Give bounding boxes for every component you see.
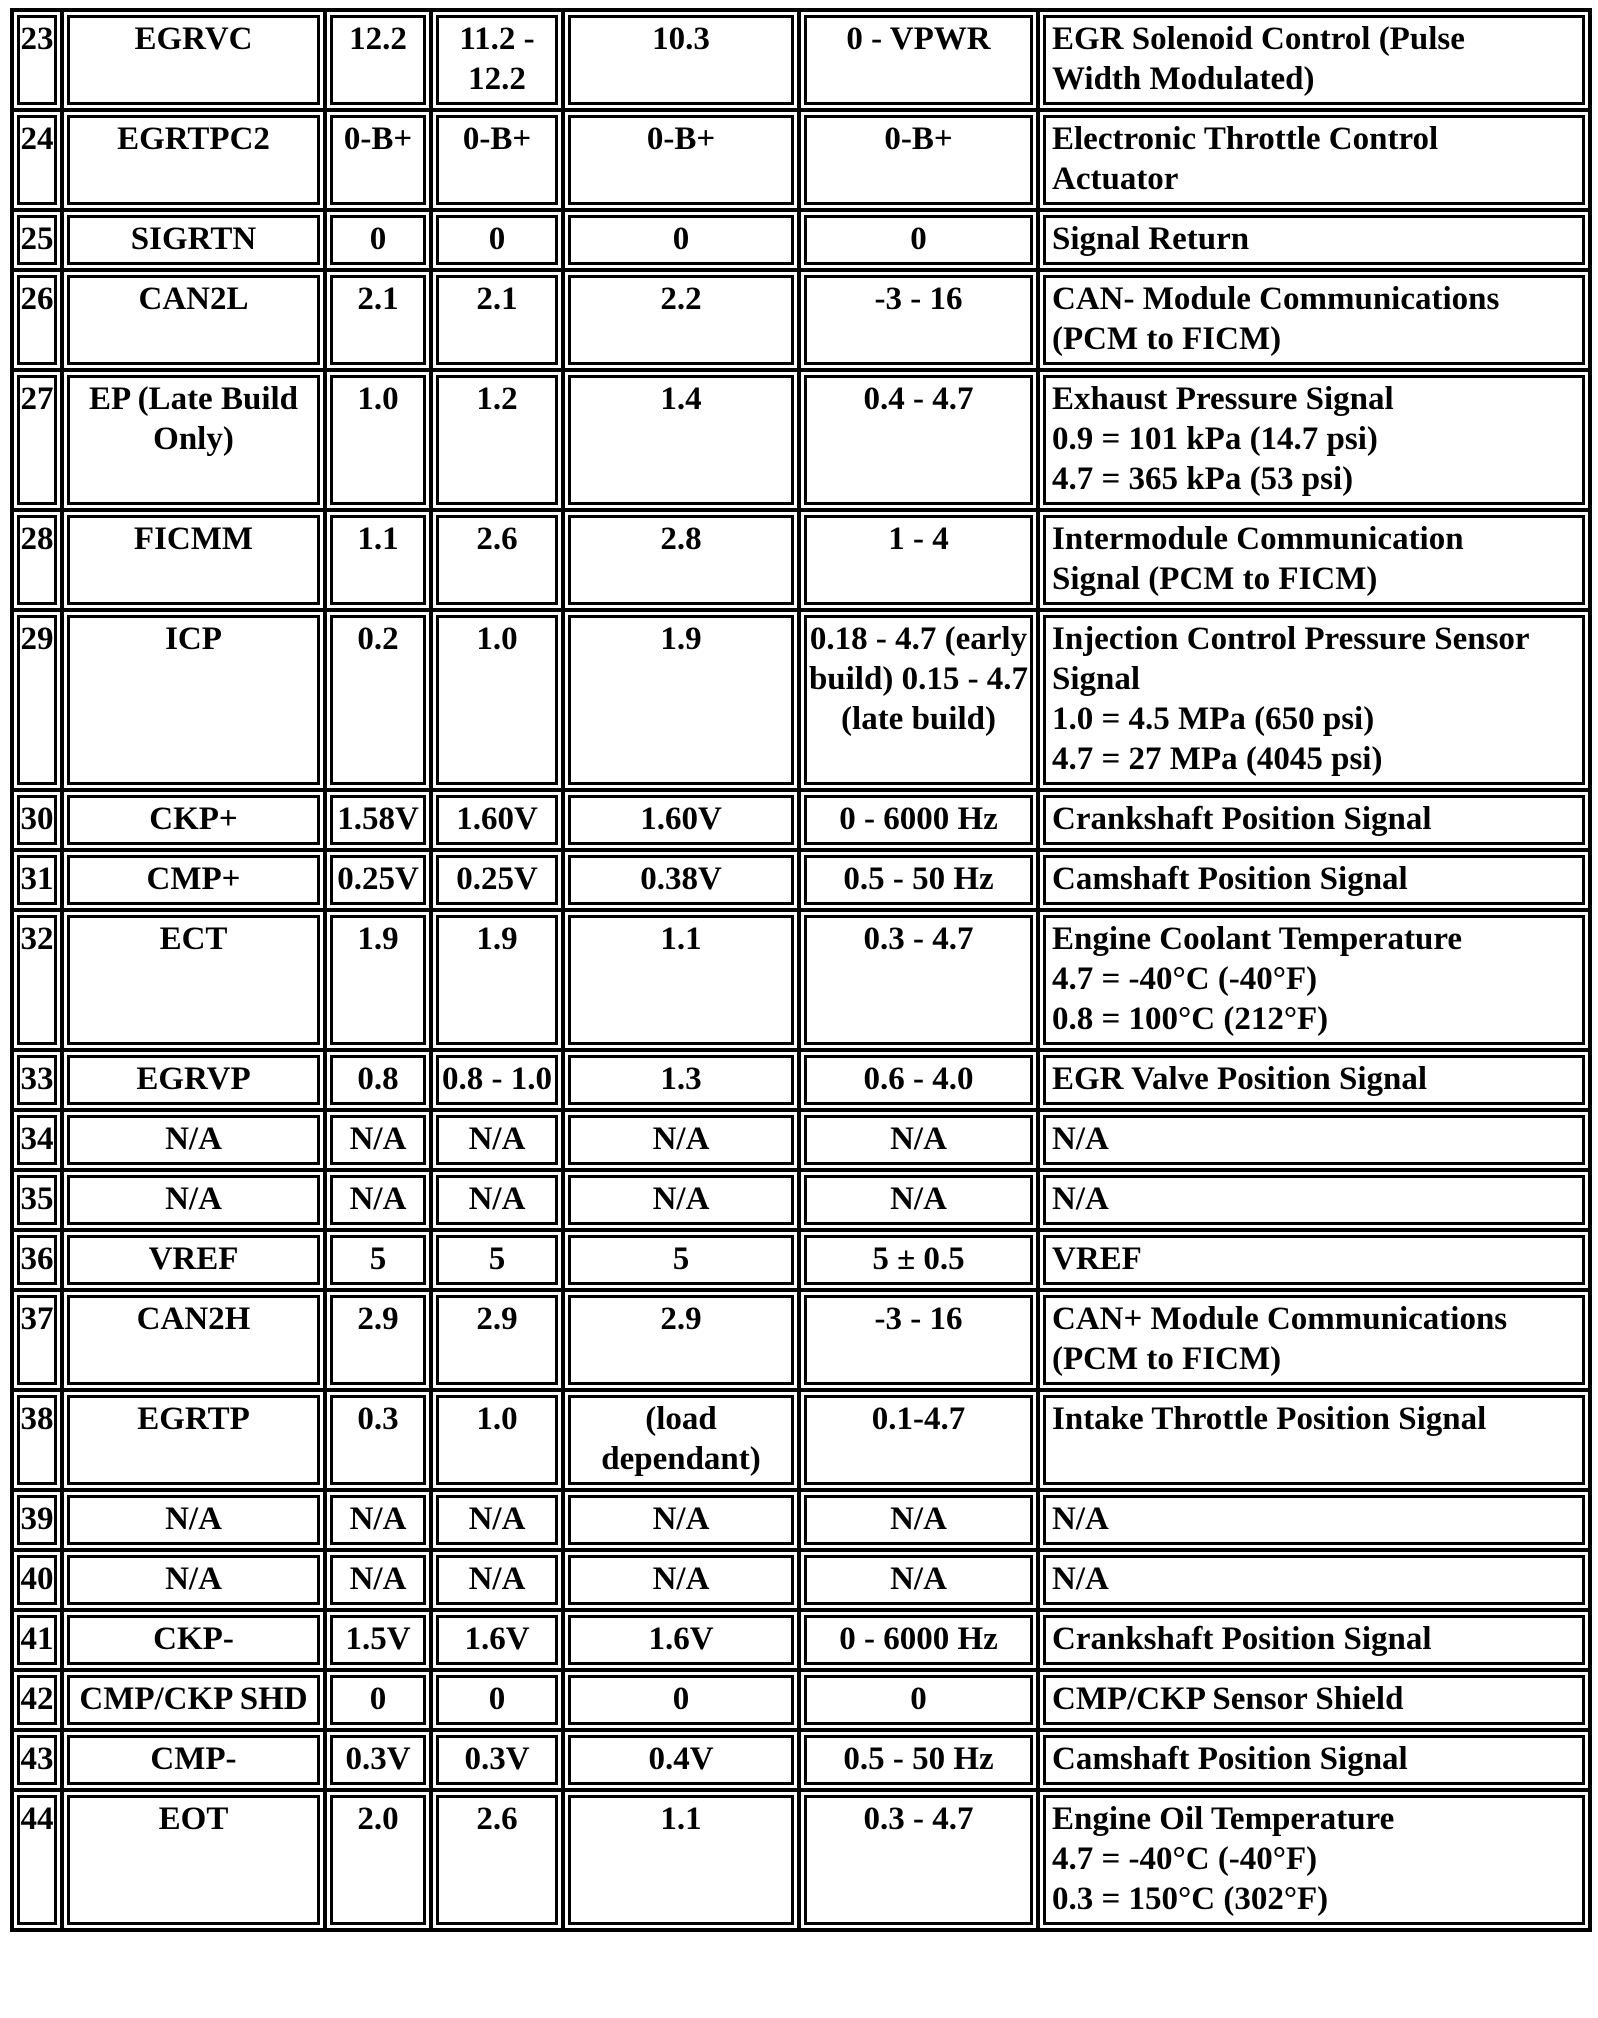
table-row bbox=[14, 212, 1592, 272]
description-cell bbox=[1040, 372, 1592, 512]
range-cell: 0.1-4.7 bbox=[801, 1392, 1040, 1492]
voltage-2-cell: 0.3V bbox=[433, 1732, 565, 1792]
description-line: 0.8 = 100°C (212°F) bbox=[1052, 1001, 1329, 1037]
pin-number-cell: 33 bbox=[14, 1052, 64, 1112]
table-row bbox=[14, 1232, 1592, 1292]
description-line: Engine Oil Temperature bbox=[1052, 1801, 1395, 1837]
table-row bbox=[14, 272, 1592, 372]
description-line: Camshaft Position Signal bbox=[1052, 1741, 1408, 1777]
table-row bbox=[14, 1612, 1592, 1672]
signal-name-cell: CKP+ bbox=[64, 792, 327, 852]
range-cell: 0.6 - 4.0 bbox=[801, 1052, 1040, 1112]
range-cell: 5 ± 0.5 bbox=[801, 1232, 1040, 1292]
range-cell: N/A bbox=[801, 1172, 1040, 1232]
voltage-1-cell: 1.0 bbox=[327, 372, 433, 512]
voltage-2-cell: 11.2 - 12.2 bbox=[433, 12, 565, 112]
table-row bbox=[14, 792, 1592, 852]
table-row bbox=[14, 612, 1592, 792]
pin-number-cell: 37 bbox=[14, 1292, 64, 1392]
voltage-1-cell: N/A bbox=[327, 1552, 433, 1612]
pin-number-cell: 24 bbox=[14, 112, 64, 212]
range-cell: 0.18 - 4.7 (early build) 0.15 - 4.7 (late build) bbox=[801, 612, 1040, 792]
voltage-1-cell: N/A bbox=[327, 1112, 433, 1172]
voltage-3-cell: 0.38V bbox=[565, 852, 801, 912]
voltage-1-cell: 2.1 bbox=[327, 272, 433, 372]
pin-number-cell: 32 bbox=[14, 912, 64, 1052]
voltage-1-cell: 0 bbox=[327, 212, 433, 272]
range-cell: 0 bbox=[801, 1672, 1040, 1732]
voltage-3-cell: 0 bbox=[565, 212, 801, 272]
description-line: EGR Solenoid Control (Pulse bbox=[1052, 21, 1465, 57]
signal-name-cell: FICMM bbox=[64, 512, 327, 612]
pin-number-cell: 26 bbox=[14, 272, 64, 372]
table-row bbox=[14, 1292, 1592, 1392]
pin-number-cell: 25 bbox=[14, 212, 64, 272]
table-row bbox=[14, 852, 1592, 912]
voltage-3-cell: 2.9 bbox=[565, 1292, 801, 1392]
signal-name-cell: N/A bbox=[64, 1172, 327, 1232]
signal-name-cell: EGRVP bbox=[64, 1052, 327, 1112]
description-line: EGR Valve Position Signal bbox=[1052, 1061, 1428, 1097]
description-line: Intermodule Communication bbox=[1052, 521, 1464, 557]
description-line: CAN- Module Communications bbox=[1052, 281, 1500, 317]
range-cell: 0.4 - 4.7 bbox=[801, 372, 1040, 512]
table-row bbox=[14, 12, 1592, 112]
signal-name-cell: CMP/CKP SHD bbox=[64, 1672, 327, 1732]
pin-number-cell: 35 bbox=[14, 1172, 64, 1232]
voltage-2-cell: 0 bbox=[433, 1672, 565, 1732]
voltage-2-cell: 1.6V bbox=[433, 1612, 565, 1672]
signal-name-cell: N/A bbox=[64, 1492, 327, 1552]
description-line: (PCM to FICM) bbox=[1052, 321, 1282, 357]
description-line: 4.7 = -40°C (-40°F) bbox=[1052, 1841, 1318, 1877]
pin-number-cell: 40 bbox=[14, 1552, 64, 1612]
range-cell: 0.5 - 50 Hz bbox=[801, 1732, 1040, 1792]
description-line: Engine Coolant Temperature bbox=[1052, 921, 1463, 957]
pin-number-cell: 23 bbox=[14, 12, 64, 112]
signal-name-cell: EGRTPC2 bbox=[64, 112, 327, 212]
table-row bbox=[14, 1732, 1592, 1792]
voltage-3-cell: (load dependant) bbox=[565, 1392, 801, 1492]
description-cell bbox=[1040, 852, 1592, 912]
voltage-3-cell: 2.2 bbox=[565, 272, 801, 372]
description-line: Exhaust Pressure Signal bbox=[1052, 381, 1394, 417]
description-cell bbox=[1040, 272, 1592, 372]
description-cell bbox=[1040, 792, 1592, 852]
voltage-2-cell: 2.9 bbox=[433, 1292, 565, 1392]
description-cell bbox=[1040, 1112, 1592, 1172]
voltage-2-cell: N/A bbox=[433, 1112, 565, 1172]
voltage-3-cell: 1.3 bbox=[565, 1052, 801, 1112]
description-line: CMP/CKP Sensor Shield bbox=[1052, 1681, 1404, 1717]
voltage-1-cell: 12.2 bbox=[327, 12, 433, 112]
voltage-2-cell: 0.25V bbox=[433, 852, 565, 912]
voltage-2-cell: 0-B+ bbox=[433, 112, 565, 212]
description-cell bbox=[1040, 1552, 1592, 1612]
voltage-3-cell: 1.1 bbox=[565, 912, 801, 1052]
voltage-1-cell: 0.8 bbox=[327, 1052, 433, 1112]
description-line: Crankshaft Position Signal bbox=[1052, 801, 1432, 837]
voltage-2-cell: N/A bbox=[433, 1552, 565, 1612]
signal-name-cell: CAN2L bbox=[64, 272, 327, 372]
voltage-1-cell: 1.9 bbox=[327, 912, 433, 1052]
table-row bbox=[14, 1052, 1592, 1112]
description-line: Crankshaft Position Signal bbox=[1052, 1621, 1432, 1657]
description-line: 4.7 = 27 MPa (4045 psi) bbox=[1052, 741, 1383, 777]
voltage-3-cell: N/A bbox=[565, 1172, 801, 1232]
voltage-3-cell: 1.9 bbox=[565, 612, 801, 792]
voltage-3-cell: 0.4V bbox=[565, 1732, 801, 1792]
signal-name-cell: N/A bbox=[64, 1112, 327, 1172]
voltage-3-cell: 5 bbox=[565, 1232, 801, 1292]
description-cell bbox=[1040, 1612, 1592, 1672]
voltage-3-cell: 1.60V bbox=[565, 792, 801, 852]
description-line: Electronic Throttle Control bbox=[1052, 121, 1439, 157]
description-line: (PCM to FICM) bbox=[1052, 1341, 1282, 1377]
voltage-1-cell: 0.3V bbox=[327, 1732, 433, 1792]
voltage-2-cell: 0 bbox=[433, 212, 565, 272]
signal-name-cell: VREF bbox=[64, 1232, 327, 1292]
description-line: N/A bbox=[1052, 1501, 1109, 1537]
voltage-2-cell: 5 bbox=[433, 1232, 565, 1292]
pin-number-cell: 42 bbox=[14, 1672, 64, 1732]
voltage-3-cell: 0 bbox=[565, 1672, 801, 1732]
pin-number-cell: 30 bbox=[14, 792, 64, 852]
voltage-1-cell: 1.5V bbox=[327, 1612, 433, 1672]
description-line: VREF bbox=[1052, 1241, 1142, 1277]
voltage-3-cell: N/A bbox=[565, 1552, 801, 1612]
signal-name-cell: EOT bbox=[64, 1792, 327, 1932]
description-cell bbox=[1040, 12, 1592, 112]
voltage-1-cell: 0-B+ bbox=[327, 112, 433, 212]
description-line: Injection Control Pressure Sensor bbox=[1052, 621, 1530, 657]
description-cell bbox=[1040, 1052, 1592, 1112]
description-line: Signal (PCM to FICM) bbox=[1052, 561, 1378, 597]
range-cell: 0.3 - 4.7 bbox=[801, 912, 1040, 1052]
voltage-1-cell: 1.58V bbox=[327, 792, 433, 852]
pin-number-cell: 36 bbox=[14, 1232, 64, 1292]
pin-number-cell: 38 bbox=[14, 1392, 64, 1492]
description-cell bbox=[1040, 1792, 1592, 1932]
description-line: 0.3 = 150°C (302°F) bbox=[1052, 1881, 1329, 1917]
signal-name-cell: ECT bbox=[64, 912, 327, 1052]
voltage-2-cell: 1.60V bbox=[433, 792, 565, 852]
range-cell: 0 - VPWR bbox=[801, 12, 1040, 112]
table-row bbox=[14, 1392, 1592, 1492]
voltage-2-cell: 2.6 bbox=[433, 512, 565, 612]
description-cell bbox=[1040, 1492, 1592, 1552]
voltage-2-cell: 2.1 bbox=[433, 272, 565, 372]
description-line: 4.7 = -40°C (-40°F) bbox=[1052, 961, 1318, 997]
pin-number-cell: 29 bbox=[14, 612, 64, 792]
signal-name-cell: CMP- bbox=[64, 1732, 327, 1792]
description-cell bbox=[1040, 1392, 1592, 1492]
voltage-1-cell: 1.1 bbox=[327, 512, 433, 612]
range-cell: -3 - 16 bbox=[801, 272, 1040, 372]
description-cell bbox=[1040, 1232, 1592, 1292]
description-cell bbox=[1040, 1672, 1592, 1732]
signal-name-cell: EP (Late Build Only) bbox=[64, 372, 327, 512]
voltage-3-cell: 1.1 bbox=[565, 1792, 801, 1932]
description-line: N/A bbox=[1052, 1181, 1109, 1217]
voltage-1-cell: 0.2 bbox=[327, 612, 433, 792]
description-cell bbox=[1040, 1292, 1592, 1392]
signal-name-cell: CMP+ bbox=[64, 852, 327, 912]
voltage-3-cell: 1.6V bbox=[565, 1612, 801, 1672]
voltage-3-cell: 0-B+ bbox=[565, 112, 801, 212]
pin-voltage-table bbox=[10, 8, 1592, 1932]
range-cell: N/A bbox=[801, 1112, 1040, 1172]
pin-number-cell: 34 bbox=[14, 1112, 64, 1172]
description-cell bbox=[1040, 1732, 1592, 1792]
signal-name-cell: CKP- bbox=[64, 1612, 327, 1672]
description-line: 0.9 = 101 kPa (14.7 psi) bbox=[1052, 421, 1378, 457]
description-cell bbox=[1040, 512, 1592, 612]
voltage-3-cell: N/A bbox=[565, 1112, 801, 1172]
pin-number-cell: 27 bbox=[14, 372, 64, 512]
range-cell: 1 - 4 bbox=[801, 512, 1040, 612]
voltage-2-cell: N/A bbox=[433, 1492, 565, 1552]
table-row bbox=[14, 1792, 1592, 1932]
voltage-3-cell: 10.3 bbox=[565, 12, 801, 112]
voltage-2-cell: 1.0 bbox=[433, 1392, 565, 1492]
voltage-1-cell: 0.3 bbox=[327, 1392, 433, 1492]
description-line: Intake Throttle Position Signal bbox=[1052, 1401, 1487, 1437]
voltage-3-cell: 2.8 bbox=[565, 512, 801, 612]
range-cell: 0-B+ bbox=[801, 112, 1040, 212]
pin-number-cell: 39 bbox=[14, 1492, 64, 1552]
voltage-1-cell: 5 bbox=[327, 1232, 433, 1292]
pin-number-cell: 41 bbox=[14, 1612, 64, 1672]
voltage-2-cell: 0.8 - 1.0 bbox=[433, 1052, 565, 1112]
description-line: Signal bbox=[1052, 661, 1141, 697]
voltage-2-cell: N/A bbox=[433, 1172, 565, 1232]
pin-number-cell: 31 bbox=[14, 852, 64, 912]
pin-number-cell: 43 bbox=[14, 1732, 64, 1792]
signal-name-cell: SIGRTN bbox=[64, 212, 327, 272]
range-cell: 0.5 - 50 Hz bbox=[801, 852, 1040, 912]
voltage-3-cell: 1.4 bbox=[565, 372, 801, 512]
description-line: N/A bbox=[1052, 1561, 1109, 1597]
signal-name-cell: ICP bbox=[64, 612, 327, 792]
voltage-2-cell: 1.9 bbox=[433, 912, 565, 1052]
description-cell bbox=[1040, 1172, 1592, 1232]
table-body bbox=[14, 12, 1592, 1932]
description-line: Camshaft Position Signal bbox=[1052, 861, 1408, 897]
description-cell bbox=[1040, 912, 1592, 1052]
description-line: N/A bbox=[1052, 1121, 1109, 1157]
description-cell bbox=[1040, 612, 1592, 792]
voltage-1-cell: 2.9 bbox=[327, 1292, 433, 1392]
voltage-3-cell: N/A bbox=[565, 1492, 801, 1552]
range-cell: 0 - 6000 Hz bbox=[801, 1612, 1040, 1672]
table-row bbox=[14, 1672, 1592, 1732]
voltage-2-cell: 2.6 bbox=[433, 1792, 565, 1932]
table-row bbox=[14, 1172, 1592, 1232]
voltage-1-cell: 2.0 bbox=[327, 1792, 433, 1932]
voltage-1-cell: N/A bbox=[327, 1172, 433, 1232]
description-line: Signal Return bbox=[1052, 221, 1250, 257]
range-cell: N/A bbox=[801, 1552, 1040, 1612]
voltage-2-cell: 1.0 bbox=[433, 612, 565, 792]
pin-number-cell: 44 bbox=[14, 1792, 64, 1932]
range-cell: 0 bbox=[801, 212, 1040, 272]
table-row bbox=[14, 1112, 1592, 1172]
voltage-2-cell: 1.2 bbox=[433, 372, 565, 512]
description-line: 1.0 = 4.5 MPa (650 psi) bbox=[1052, 701, 1375, 737]
description-cell bbox=[1040, 112, 1592, 212]
table-row bbox=[14, 112, 1592, 212]
signal-name-cell: EGRVC bbox=[64, 12, 327, 112]
table-row bbox=[14, 372, 1592, 512]
table-row bbox=[14, 1492, 1592, 1552]
description-line: Actuator bbox=[1052, 161, 1179, 197]
range-cell: 0 - 6000 Hz bbox=[801, 792, 1040, 852]
table-row bbox=[14, 512, 1592, 612]
voltage-1-cell: N/A bbox=[327, 1492, 433, 1552]
voltage-1-cell: 0.25V bbox=[327, 852, 433, 912]
range-cell: -3 - 16 bbox=[801, 1292, 1040, 1392]
range-cell: 0.3 - 4.7 bbox=[801, 1792, 1040, 1932]
range-cell: N/A bbox=[801, 1492, 1040, 1552]
table-row bbox=[14, 1552, 1592, 1612]
description-line: Width Modulated) bbox=[1052, 61, 1315, 97]
signal-name-cell: EGRTP bbox=[64, 1392, 327, 1492]
description-line: 4.7 = 365 kPa (53 psi) bbox=[1052, 461, 1354, 497]
description-cell bbox=[1040, 212, 1592, 272]
voltage-1-cell: 0 bbox=[327, 1672, 433, 1732]
table-row bbox=[14, 912, 1592, 1052]
pin-number-cell: 28 bbox=[14, 512, 64, 612]
signal-name-cell: CAN2H bbox=[64, 1292, 327, 1392]
signal-name-cell: N/A bbox=[64, 1552, 327, 1612]
description-line: CAN+ Module Communications bbox=[1052, 1301, 1508, 1337]
